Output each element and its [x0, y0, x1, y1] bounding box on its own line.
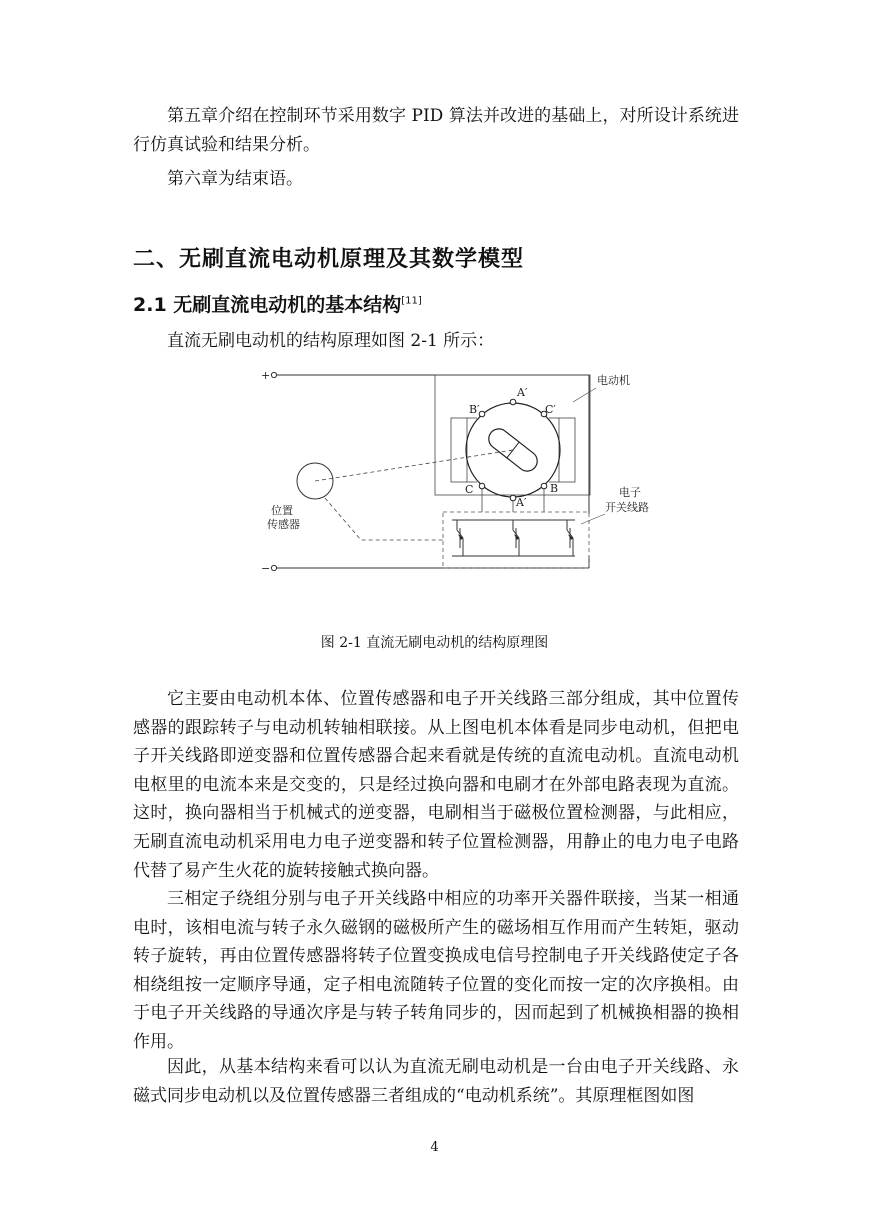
inverter-legs: [452, 520, 575, 556]
terminal-c-prime: C′: [545, 403, 556, 416]
position-sensor-label-line1: 位置: [271, 504, 293, 517]
paragraph-chapter5: 第五章介绍在控制环节采用数字 PID 算法并改进的基础上，对所设计系统进行仿真试验和结果分析。: [133, 106, 739, 155]
paragraph-chapter6: 第六章为结束语。: [167, 169, 303, 189]
plus-terminal-label: +: [261, 369, 271, 382]
paragraph-three-phase: 三相定子绕组分别与电子开关线路中相应的功率开关器件联接，当某一相通电时，该相电流与转子永久磁钢的磁极所产生的磁场相互作用而产生转矩，驱动转子旋转，再由位置传感器将转子位置变换成电信号控制电子开关线路使定子各相绕组按一定顺序导通，定子相电流随转子位置的变化而按一定的次序换相。由于电子开关线路的导通次序是与转子转角同步的，因而起到了机械换相器的换相作用。: [133, 889, 739, 1052]
switch-label-line1: 电子: [619, 486, 641, 499]
motor-frame: [435, 375, 590, 495]
subsection-title: 2.1 无刷直流电动机的基本结构: [133, 294, 402, 316]
plus-rail: [271, 372, 589, 514]
switch-label-leader: [581, 514, 605, 524]
terminal-a-prime-top: A′: [517, 386, 528, 399]
motor-label: 电动机: [597, 374, 630, 387]
sensor-coupling-line: [315, 450, 513, 481]
paragraph-structure: 它主要由电动机本体、位置传感器和电子开关线路三部分组成，其中位置传感器的跟踪转子与电动机转轴相联接。从上图电机本体看是同步电动机，但把电子开关线路即逆变器和位置传感器合起来看就是传统的直流电动机。直流电动机电枢里的电流本来是交变的，只是经过换向器和电刷才在外部电路表现为直流。这时，换向器相当于机械式的逆变器，电刷相当于磁极位置检测器，与此相应，无刷直流电动机采用电力电子逆变器和转子位置检测器，用静止的电力电子电路代替了易产生火花的旋转接触式换向器。: [133, 689, 739, 881]
figure-caption: 图 2-1 直流无刷电动机的结构原理图: [320, 635, 549, 651]
terminal-c: C: [465, 483, 474, 496]
subsection-heading: [133, 290, 422, 317]
switch-label-line2: 开关线路: [605, 501, 649, 514]
figure-intro-line: 直流无刷电动机的结构原理如图 2-1 所示：: [167, 331, 495, 351]
minus-rail: [271, 556, 589, 571]
bldc-structure-diagram: [255, 362, 675, 587]
page-number: 4: [430, 1140, 439, 1155]
section-heading: 二、无刷直流电动机原理及其数学模型: [133, 247, 525, 272]
sensor-signal-line: [325, 498, 443, 540]
terminal-b-prime: B′: [469, 403, 480, 416]
motor-label-leader: [573, 388, 596, 402]
position-sensor-label-line2: 传感器: [267, 518, 300, 531]
paragraph-conclusion: 因此，从基本结构来看可以认为直流无刷电动机是一台由电子开关线路、永磁式同步电动机以及位置传感器三者组成的“电动机系统”。其原理框图如图: [133, 1057, 739, 1106]
subsection-reference: [11]: [401, 295, 422, 307]
terminal-a-prime-bottom: A′: [516, 496, 527, 509]
terminal-b: B: [550, 482, 559, 495]
minus-terminal-label: −: [261, 562, 271, 575]
